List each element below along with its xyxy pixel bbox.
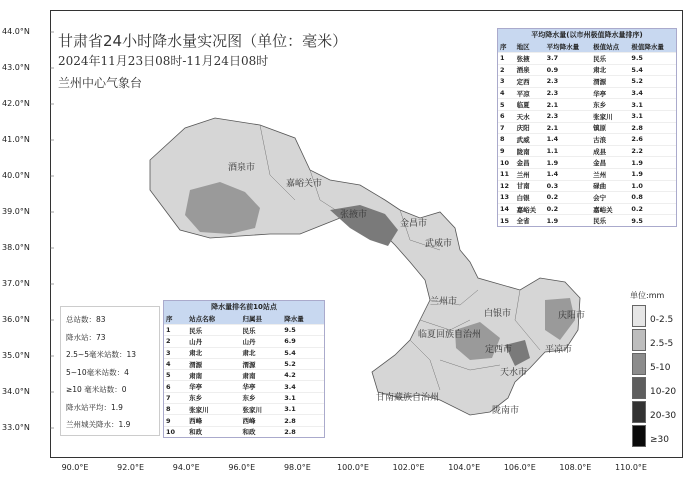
table-cell: 临夏 bbox=[515, 99, 545, 111]
column-header: 归属县 bbox=[240, 313, 282, 325]
table-cell: 4 bbox=[164, 358, 187, 369]
latitude-label: 40.0°N bbox=[2, 171, 30, 180]
table-row bbox=[164, 381, 324, 392]
table-cell: 4 bbox=[498, 87, 515, 99]
table-row bbox=[164, 370, 324, 381]
table-cell: 华亭 bbox=[187, 381, 240, 392]
table-cell: 甘南 bbox=[515, 180, 545, 192]
table-cell: 兰州 bbox=[591, 168, 629, 180]
table-cell: 4.2 bbox=[282, 370, 324, 381]
column-header: 地区 bbox=[515, 41, 545, 53]
longitude-label: 104.0°E bbox=[448, 463, 481, 472]
table-cell: 张家川 bbox=[591, 110, 629, 122]
table-cell: 2.1 bbox=[545, 99, 592, 111]
table-cell: 14 bbox=[498, 203, 515, 215]
table-row bbox=[498, 180, 676, 192]
longitude-label: 100.0°E bbox=[337, 463, 369, 472]
table-cell: 民乐 bbox=[187, 325, 240, 336]
table-cell: 2.3 bbox=[545, 87, 592, 99]
table-cell: 东乡 bbox=[591, 99, 629, 111]
table-row bbox=[498, 145, 676, 157]
table-cell: 0.2 bbox=[545, 192, 592, 204]
table-cell: 天水 bbox=[515, 110, 545, 122]
table-cell: 10 bbox=[164, 426, 187, 437]
average-precip-table bbox=[498, 41, 676, 226]
table-row bbox=[498, 110, 676, 122]
table-cell: 2.8 bbox=[282, 426, 324, 437]
table-cell: 东乡 bbox=[187, 392, 240, 403]
table-cell: 1 bbox=[164, 325, 187, 336]
table-cell: 1.0 bbox=[629, 180, 676, 192]
table-cell: 民乐 bbox=[240, 325, 282, 336]
table-cell: 3.1 bbox=[282, 404, 324, 415]
city-label: 嘉峪关市 bbox=[286, 179, 323, 189]
table-cell: 5.4 bbox=[629, 64, 676, 76]
table-cell: 1.4 bbox=[545, 134, 592, 146]
city-label: 甘南藏族自治州 bbox=[376, 393, 440, 403]
legend-swatch bbox=[632, 329, 646, 351]
table-cell: 7 bbox=[498, 122, 515, 134]
table-row bbox=[498, 157, 676, 169]
legend-swatch bbox=[632, 353, 646, 375]
table-cell: 13 bbox=[498, 192, 515, 204]
column-header: 序 bbox=[498, 41, 515, 53]
average-precip-panel bbox=[497, 28, 677, 227]
table-cell: 1 bbox=[498, 53, 515, 65]
table-cell: 3.4 bbox=[282, 381, 324, 392]
table-cell: 全省 bbox=[515, 215, 545, 226]
table-cell: 9.5 bbox=[629, 215, 676, 226]
latitude-label: 33.0°N bbox=[2, 423, 30, 432]
table-cell: 民乐 bbox=[591, 53, 629, 65]
table-cell: 金昌 bbox=[591, 157, 629, 169]
table-row bbox=[498, 87, 676, 99]
longitude-label: 90.0°E bbox=[61, 463, 89, 472]
table-cell: 东乡 bbox=[240, 392, 282, 403]
table-cell: 3.1 bbox=[629, 110, 676, 122]
table-header bbox=[498, 41, 676, 53]
table-cell: 平凉 bbox=[515, 87, 545, 99]
table-row bbox=[498, 192, 676, 204]
table-cell: 5.4 bbox=[282, 347, 324, 358]
longitude-label: 92.0°E bbox=[117, 463, 145, 472]
latitude-label: 42.0°N bbox=[2, 99, 30, 108]
table-row bbox=[164, 358, 324, 369]
table-cell: 2.8 bbox=[282, 415, 324, 426]
table-cell: 陇南 bbox=[515, 145, 545, 157]
table-cell: 8 bbox=[498, 134, 515, 146]
table-cell: 和政 bbox=[187, 426, 240, 437]
table-cell: 和政 bbox=[240, 426, 282, 437]
table-cell: 2.8 bbox=[629, 122, 676, 134]
latitude-label: 39.0°N bbox=[2, 207, 30, 216]
map-title: 甘肃省24小时降水量实况图（单位：毫米） bbox=[58, 32, 348, 50]
column-header: 站点名称 bbox=[187, 313, 240, 325]
table-cell: 肃北 bbox=[591, 64, 629, 76]
city-label: 武威市 bbox=[425, 239, 453, 249]
table-cell: 9 bbox=[164, 415, 187, 426]
longitude-label: 106.0°E bbox=[503, 463, 536, 472]
stat-line: 降水站平均：1.9 bbox=[66, 402, 123, 412]
legend-label: 20-30 bbox=[650, 411, 677, 421]
table-row bbox=[164, 404, 324, 415]
table-cell: 华亭 bbox=[240, 381, 282, 392]
longitude-label: 108.0°E bbox=[559, 463, 592, 472]
table-cell: 白银 bbox=[515, 192, 545, 204]
legend-label: 2.5-5 bbox=[650, 339, 674, 349]
stat-line: 总站数：83 bbox=[66, 315, 106, 324]
table-cell: 0.2 bbox=[545, 203, 592, 215]
table-cell: 民乐 bbox=[591, 215, 629, 226]
table-row bbox=[498, 122, 676, 134]
table-cell: 西峰 bbox=[240, 415, 282, 426]
table-cell: 0.2 bbox=[629, 203, 676, 215]
table-cell: 3 bbox=[498, 76, 515, 88]
table-row bbox=[164, 392, 324, 403]
panel-caption: 平均降水量(以市州极值降水量排序) bbox=[498, 29, 676, 41]
table-cell: 渭源 bbox=[240, 358, 282, 369]
latitude-label: 44.0°N bbox=[2, 27, 30, 36]
table-cell: 2.3 bbox=[545, 76, 592, 88]
city-label: 白银市 bbox=[484, 309, 512, 319]
table-cell: 0.8 bbox=[629, 192, 676, 204]
city-label: 临夏回族自治州 bbox=[418, 330, 482, 340]
stat-line: ≥10 毫米站数：0 bbox=[66, 385, 127, 394]
table-row bbox=[164, 336, 324, 347]
table-cell: 武威 bbox=[515, 134, 545, 146]
table-cell: 酒泉 bbox=[515, 64, 545, 76]
table-row bbox=[498, 168, 676, 180]
table-cell: 9.5 bbox=[629, 53, 676, 65]
table-cell: 华亭 bbox=[591, 87, 629, 99]
table-cell: 3 bbox=[164, 347, 187, 358]
table-cell: 张家川 bbox=[240, 404, 282, 415]
table-cell: 1.9 bbox=[629, 157, 676, 169]
table-cell: 碌曲 bbox=[591, 180, 629, 192]
table-cell: 9.5 bbox=[282, 325, 324, 336]
agency-name: 兰州中心气象台 bbox=[58, 76, 143, 90]
table-cell: 6.9 bbox=[282, 336, 324, 347]
city-label: 平凉市 bbox=[545, 345, 573, 355]
table-cell: 张家川 bbox=[187, 404, 240, 415]
legend-swatch bbox=[632, 425, 646, 447]
table-cell: 9 bbox=[498, 145, 515, 157]
table-cell: 1.1 bbox=[545, 145, 592, 157]
city-label: 兰州市 bbox=[430, 297, 458, 307]
stat-line: 5~10毫米站数：4 bbox=[66, 367, 129, 377]
top10-stations-panel bbox=[163, 300, 325, 438]
table-cell: 3.4 bbox=[629, 87, 676, 99]
legend-label: 0-2.5 bbox=[650, 315, 674, 325]
table-row bbox=[164, 415, 324, 426]
table-cell: 12 bbox=[498, 180, 515, 192]
latitude-label: 34.0°N bbox=[2, 387, 30, 396]
legend-swatch bbox=[632, 305, 646, 327]
table-row bbox=[498, 53, 676, 65]
city-label: 定西市 bbox=[485, 345, 513, 355]
table-cell: 1.9 bbox=[545, 157, 592, 169]
latitude-label: 43.0°N bbox=[2, 63, 30, 72]
latitude-label: 41.0°N bbox=[2, 135, 30, 144]
table-cell: 2.2 bbox=[629, 145, 676, 157]
table-cell: 嘉峪关 bbox=[515, 203, 545, 215]
table-cell: 渭源 bbox=[591, 76, 629, 88]
table-row bbox=[498, 99, 676, 111]
table-cell: 嘉峪关 bbox=[591, 203, 629, 215]
table-cell: 肃南 bbox=[187, 370, 240, 381]
legend-label: 5-10 bbox=[650, 363, 671, 373]
table-cell: 0.9 bbox=[545, 64, 592, 76]
table-cell: 2.6 bbox=[629, 134, 676, 146]
table-cell: 3.1 bbox=[282, 392, 324, 403]
table-cell: 11 bbox=[498, 168, 515, 180]
table-cell: 7 bbox=[164, 392, 187, 403]
legend-unit: 单位:mm bbox=[630, 291, 665, 300]
longitude-label: 94.0°E bbox=[172, 463, 200, 472]
table-header bbox=[164, 313, 324, 325]
stat-line: 降水站：73 bbox=[66, 332, 106, 342]
city-label: 酒泉市 bbox=[228, 163, 256, 173]
table-cell: 6 bbox=[498, 110, 515, 122]
table-row bbox=[164, 347, 324, 358]
table-row bbox=[498, 203, 676, 215]
table-cell: 肃北 bbox=[187, 347, 240, 358]
table-row bbox=[498, 215, 676, 226]
table-cell: 2.3 bbox=[545, 110, 592, 122]
table-cell: 会宁 bbox=[591, 192, 629, 204]
table-cell: 2.1 bbox=[545, 122, 592, 134]
table-row bbox=[498, 76, 676, 88]
legend-label: 10-20 bbox=[650, 387, 677, 397]
latitude-label: 35.0°N bbox=[2, 351, 30, 360]
table-cell: 肃南 bbox=[240, 370, 282, 381]
table-cell: 8 bbox=[164, 404, 187, 415]
longitude-label: 96.0°E bbox=[228, 463, 256, 472]
table-cell: 15 bbox=[498, 215, 515, 226]
table-row bbox=[498, 134, 676, 146]
legend-label: ≥30 bbox=[650, 435, 669, 445]
table-cell: 金昌 bbox=[515, 157, 545, 169]
table-cell: 10 bbox=[498, 157, 515, 169]
table-cell: 成县 bbox=[591, 145, 629, 157]
table-cell: 1.9 bbox=[629, 168, 676, 180]
table-cell: 庆阳 bbox=[515, 122, 545, 134]
column-header: 极值站点 bbox=[591, 41, 629, 53]
table-cell: 2 bbox=[498, 64, 515, 76]
table-cell: 0.3 bbox=[545, 180, 592, 192]
table-cell: 6 bbox=[164, 381, 187, 392]
table-cell: 古浪 bbox=[591, 134, 629, 146]
table-cell: 西峰 bbox=[187, 415, 240, 426]
table-cell: 镇原 bbox=[591, 122, 629, 134]
table-row bbox=[164, 325, 324, 336]
table-cell: 3.7 bbox=[545, 53, 592, 65]
city-label: 陇南市 bbox=[492, 406, 520, 416]
station-stats bbox=[60, 306, 160, 436]
longitude-label: 102.0°E bbox=[392, 463, 425, 472]
latitude-label: 36.0°N bbox=[2, 315, 30, 324]
top10-stations-table bbox=[164, 313, 324, 437]
stat-line: 兰州城关降水：1.9 bbox=[66, 420, 131, 429]
column-header: 序 bbox=[164, 313, 187, 325]
longitude-label: 98.0°E bbox=[283, 463, 311, 472]
table-cell: 1.4 bbox=[545, 168, 592, 180]
city-label: 庆阳市 bbox=[558, 311, 586, 321]
column-header: 极值降水量 bbox=[629, 41, 676, 53]
table-cell: 张掖 bbox=[515, 53, 545, 65]
table-cell: 5 bbox=[498, 99, 515, 111]
stat-line: 2.5~5毫米站数：13 bbox=[66, 350, 137, 359]
table-cell: 肃北 bbox=[240, 347, 282, 358]
table-cell: 渭源 bbox=[187, 358, 240, 369]
column-header: 平均降水量 bbox=[545, 41, 592, 53]
table-row bbox=[498, 64, 676, 76]
table-cell: 山丹 bbox=[240, 336, 282, 347]
longitude-label: 110.0°E bbox=[615, 463, 647, 472]
city-label: 张掖市 bbox=[340, 210, 368, 220]
panel-caption: 降水量排名前10站点 bbox=[164, 301, 324, 313]
table-cell: 山丹 bbox=[187, 336, 240, 347]
map-subtitle: 2024年11月23日08时-11月24日08时 bbox=[58, 54, 269, 68]
table-cell: 5.2 bbox=[629, 76, 676, 88]
latitude-label: 38.0°N bbox=[2, 243, 30, 252]
table-cell: 定西 bbox=[515, 76, 545, 88]
table-cell: 兰州 bbox=[515, 168, 545, 180]
table-row bbox=[164, 426, 324, 437]
table-cell: 2 bbox=[164, 336, 187, 347]
city-label: 天水市 bbox=[500, 368, 528, 378]
table-cell: 5.2 bbox=[282, 358, 324, 369]
latitude-label: 37.0°N bbox=[2, 279, 30, 288]
table-cell: 5 bbox=[164, 370, 187, 381]
city-label: 金昌市 bbox=[400, 219, 428, 229]
legend-swatch bbox=[632, 377, 646, 399]
table-cell: 3.1 bbox=[629, 99, 676, 111]
table-cell: 1.9 bbox=[545, 215, 592, 226]
legend-swatch bbox=[632, 401, 646, 423]
column-header: 降水量 bbox=[282, 313, 324, 325]
